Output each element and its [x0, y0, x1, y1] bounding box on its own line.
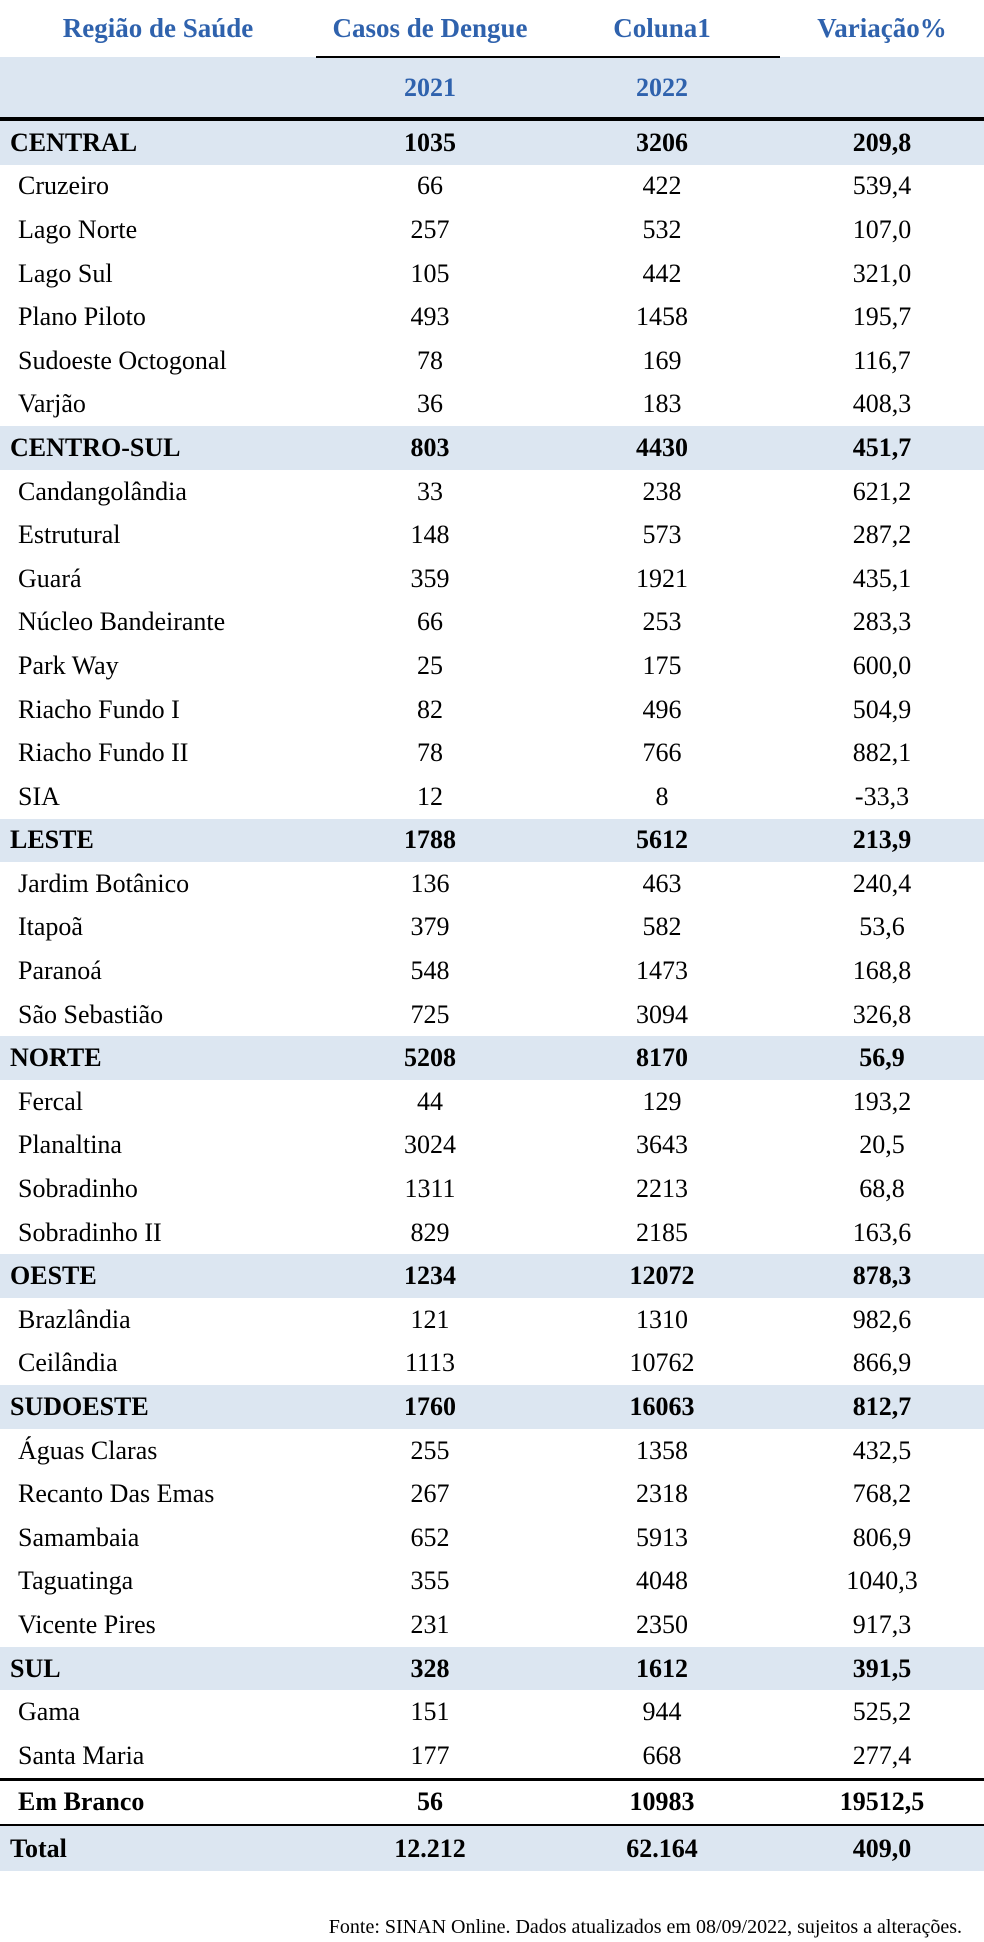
region-name-cell: Riacho Fundo I — [18, 694, 180, 724]
variation-cell: 432,5 — [852, 1435, 912, 1465]
cases-2022-cell: 62.164 — [544, 1825, 780, 1871]
group-row — [0, 426, 984, 470]
variation-cell: 812,7 — [780, 1385, 984, 1429]
total-row — [0, 1825, 984, 1871]
variation-cell: 283,3 — [852, 607, 912, 637]
cases-2021-cell: 148 — [410, 520, 450, 550]
table-row — [0, 1560, 984, 1604]
cases-2021-cell: 12.212 — [316, 1825, 544, 1871]
cases-2021-cell: 548 — [410, 956, 450, 986]
variation-cell: 621,2 — [852, 476, 912, 506]
cases-2021-cell: 105 — [410, 258, 450, 288]
cases-2021-cell: 136 — [410, 868, 450, 898]
cases-2021-cell: 231 — [410, 1609, 450, 1639]
table-row — [0, 295, 984, 339]
group-row — [0, 1036, 984, 1080]
cases-2022-cell: 253 — [642, 607, 682, 637]
variation-cell: 116,7 — [853, 345, 911, 375]
region-name-cell: Planaltina — [18, 1130, 122, 1160]
year-variation-blank — [780, 57, 984, 119]
cases-2021-cell: 1788 — [316, 819, 544, 863]
table-row — [0, 1429, 984, 1473]
region-name-cell: Jardim Botânico — [18, 868, 190, 898]
region-name-cell: Taguatinga — [18, 1566, 134, 1596]
cases-2022-cell: 1473 — [636, 956, 688, 986]
region-name-cell: CENTRO-SUL — [0, 426, 316, 470]
cases-2021-cell: 1311 — [404, 1174, 456, 1204]
cases-2021-cell: 66 — [417, 607, 443, 637]
variation-cell: 539,4 — [852, 171, 912, 201]
cases-2021-cell: 82 — [417, 694, 443, 724]
region-name-cell: CENTRAL — [0, 119, 316, 165]
variation-cell: 435,1 — [852, 563, 912, 593]
cases-2021-cell: 1113 — [404, 1348, 456, 1378]
cases-2022-cell: 16063 — [544, 1385, 780, 1429]
table-row — [0, 1167, 984, 1211]
region-name-cell: Riacho Fundo II — [18, 738, 189, 768]
cases-2021-cell: 5208 — [316, 1036, 544, 1080]
cases-2022-cell: 10762 — [629, 1348, 695, 1378]
region-name-cell: Sobradinho — [18, 1174, 138, 1204]
cases-2022-cell: 5913 — [636, 1522, 688, 1552]
region-name-cell: SUDOESTE — [0, 1385, 316, 1429]
variation-cell: 408,3 — [852, 389, 912, 419]
variation-cell: 451,7 — [780, 426, 984, 470]
group-row — [0, 819, 984, 863]
variation-cell: 806,9 — [852, 1522, 912, 1552]
cases-2022-cell: 4430 — [544, 426, 780, 470]
blank-row — [0, 1779, 984, 1825]
region-name-cell: Estrutural — [18, 520, 121, 550]
group-row — [0, 1254, 984, 1298]
region-name-cell: Candangolândia — [18, 476, 187, 506]
cases-2021-cell: 121 — [410, 1304, 450, 1334]
table-row — [0, 252, 984, 296]
cases-2021-cell: 328 — [316, 1647, 544, 1691]
region-name-cell: Samambaia — [18, 1522, 140, 1552]
table-row — [0, 1690, 984, 1734]
cases-2022-cell: 766 — [642, 738, 682, 768]
header-row — [0, 0, 984, 57]
cases-2022-cell: 129 — [642, 1086, 682, 1116]
variation-cell: 19512,5 — [780, 1779, 984, 1825]
cases-2021-cell: 359 — [410, 563, 450, 593]
group-row — [0, 119, 984, 165]
region-name-cell: Total — [0, 1825, 316, 1871]
variation-cell: 525,2 — [852, 1697, 912, 1727]
cases-2022-cell: 12072 — [544, 1254, 780, 1298]
variation-cell: 409,0 — [780, 1825, 984, 1871]
cases-2022-cell: 422 — [642, 171, 682, 201]
cases-2021-cell: 78 — [417, 345, 443, 375]
cases-2022-cell: 5612 — [544, 819, 780, 863]
variation-cell: 866,9 — [852, 1348, 912, 1378]
variation-cell: 168,8 — [852, 956, 912, 986]
cases-2021-cell: 151 — [410, 1697, 450, 1727]
cases-2021-cell: 1760 — [316, 1385, 544, 1429]
cases-2021-cell: 1234 — [316, 1254, 544, 1298]
source-note: Fonte: SINAN Online. Dados atualizados em 08/09/2022, sujeitos a alterações. — [328, 1916, 962, 1938]
region-name-cell: Cruzeiro — [18, 171, 109, 201]
region-name-cell: Brazlândia — [18, 1304, 131, 1334]
cases-2022-cell: 238 — [642, 476, 682, 506]
cases-2022-cell: 532 — [642, 214, 682, 244]
region-name-cell: Ceilândia — [18, 1348, 118, 1378]
cases-2022-cell: 668 — [642, 1740, 682, 1770]
variation-cell: 163,6 — [852, 1217, 912, 1247]
cases-2021-cell: 267 — [410, 1479, 450, 1509]
cases-2022-cell: 2350 — [636, 1609, 688, 1639]
region-name-cell: Águas Claras — [18, 1435, 158, 1465]
table-row — [0, 165, 984, 209]
group-row — [0, 1647, 984, 1691]
table-row — [0, 644, 984, 688]
region-name-cell: SUL — [0, 1647, 316, 1691]
table-row — [0, 1603, 984, 1647]
cases-2021-cell: 36 — [417, 389, 443, 419]
region-name-cell: LESTE — [0, 819, 316, 863]
variation-cell: 20,5 — [859, 1130, 905, 1160]
variation-cell: 391,5 — [780, 1647, 984, 1691]
region-name-cell: Fercal — [18, 1086, 83, 1116]
variation-cell: 878,3 — [780, 1254, 984, 1298]
cases-2022-cell: 2318 — [636, 1479, 688, 1509]
cases-2022-cell: 183 — [642, 389, 682, 419]
table-body — [0, 119, 984, 1871]
region-name-cell: Em Branco — [0, 1779, 316, 1825]
variation-cell: 240,4 — [852, 868, 912, 898]
region-name-cell: Itapoã — [18, 912, 83, 942]
table-row — [0, 470, 984, 514]
variation-cell: 53,6 — [859, 912, 905, 942]
table-row — [0, 949, 984, 993]
region-name-cell: Plano Piloto — [18, 302, 146, 332]
variation-cell: 600,0 — [852, 650, 912, 680]
table-row — [0, 862, 984, 906]
variation-cell: 195,7 — [852, 302, 912, 332]
table-row — [0, 1211, 984, 1255]
year-blank-cell — [0, 57, 316, 119]
region-name-cell: Park Way — [18, 650, 119, 680]
cases-2022-cell: 1310 — [636, 1304, 688, 1334]
cases-2021-cell: 803 — [316, 426, 544, 470]
table-row — [0, 1124, 984, 1168]
cases-2022-cell: 3643 — [636, 1130, 688, 1160]
year-2021: 2021 — [316, 57, 544, 119]
table-row — [0, 688, 984, 732]
cases-2021-cell: 177 — [410, 1740, 450, 1770]
cases-2021-cell: 56 — [316, 1779, 544, 1825]
header-region: Região de Saúde — [62, 13, 254, 43]
cases-2022-cell: 1612 — [544, 1647, 780, 1691]
region-name-cell: SIA — [18, 781, 60, 811]
cases-2022-cell: 1458 — [636, 302, 688, 332]
cases-2021-cell: 829 — [410, 1217, 450, 1247]
cases-2022-cell: 8170 — [544, 1036, 780, 1080]
cases-2022-cell: 2185 — [636, 1217, 688, 1247]
table-row — [0, 1080, 984, 1124]
variation-cell: 107,0 — [852, 214, 912, 244]
variation-cell: 213,9 — [780, 819, 984, 863]
cases-2022-cell: 1921 — [636, 563, 688, 593]
variation-cell: 193,2 — [852, 1086, 912, 1116]
cases-2021-cell: 3024 — [404, 1130, 456, 1160]
year-row — [0, 57, 984, 119]
cases-2021-cell: 725 — [410, 999, 450, 1029]
variation-cell: 321,0 — [852, 258, 912, 288]
variation-cell: 1040,3 — [846, 1566, 918, 1596]
cases-2022-cell: 169 — [642, 345, 682, 375]
cases-2021-cell: 355 — [410, 1566, 450, 1596]
table-row — [0, 1516, 984, 1560]
cases-2021-cell: 33 — [417, 476, 443, 506]
cases-2021-cell: 493 — [410, 302, 450, 332]
cases-2021-cell: 652 — [410, 1522, 450, 1552]
group-row — [0, 1385, 984, 1429]
header-cases: Casos de Dengue — [316, 0, 544, 57]
cases-2022-cell: 10983 — [544, 1779, 780, 1825]
table-row — [0, 557, 984, 601]
year-2022: 2022 — [544, 57, 780, 119]
table-row — [0, 601, 984, 645]
region-name-cell: Vicente Pires — [18, 1609, 156, 1639]
variation-cell: 209,8 — [780, 119, 984, 165]
cases-2022-cell: 175 — [642, 650, 682, 680]
region-name-cell: Recanto Das Emas — [18, 1479, 215, 1509]
variation-cell: 504,9 — [852, 694, 912, 724]
variation-cell: 277,4 — [852, 1740, 912, 1770]
cases-2022-cell: 442 — [642, 258, 682, 288]
variation-cell: 326,8 — [852, 999, 912, 1029]
cases-2021-cell: 257 — [410, 214, 450, 244]
region-name-cell: Varjão — [18, 389, 86, 419]
header-coluna1: Coluna1 — [544, 0, 780, 57]
region-name-cell: OESTE — [0, 1254, 316, 1298]
table-row — [0, 731, 984, 775]
variation-cell: 768,2 — [852, 1479, 912, 1509]
region-name-cell: NORTE — [0, 1036, 316, 1080]
variation-cell: 68,8 — [859, 1174, 905, 1204]
cases-2022-cell: 4048 — [636, 1566, 688, 1596]
cases-2022-cell: 2213 — [636, 1174, 688, 1204]
region-name-cell: Guará — [18, 563, 82, 593]
cases-2021-cell: 1035 — [316, 119, 544, 165]
table-row — [0, 208, 984, 252]
table-row — [0, 1734, 984, 1779]
table-row — [0, 993, 984, 1037]
cases-2022-cell: 582 — [642, 912, 682, 942]
header-variation: Variação% — [817, 13, 947, 43]
variation-cell: -33,3 — [854, 781, 910, 811]
cases-2021-cell: 66 — [417, 171, 443, 201]
table-row — [0, 339, 984, 383]
variation-cell: 982,6 — [852, 1304, 912, 1334]
region-name-cell: São Sebastião — [18, 999, 164, 1029]
table-row — [0, 1298, 984, 1342]
cases-2022-cell: 944 — [642, 1697, 682, 1727]
region-name-cell: Sobradinho II — [18, 1217, 162, 1247]
cases-2022-cell: 573 — [642, 520, 682, 550]
table-row — [0, 775, 984, 819]
region-name-cell: Núcleo Bandeirante — [18, 607, 226, 637]
region-name-cell: Lago Sul — [18, 258, 113, 288]
cases-2021-cell: 44 — [417, 1086, 443, 1116]
cases-2022-cell: 1358 — [636, 1435, 688, 1465]
variation-cell: 917,3 — [852, 1609, 912, 1639]
cases-2022-cell: 463 — [642, 868, 682, 898]
table-row — [0, 1472, 984, 1516]
table-row — [0, 513, 984, 557]
region-name-cell: Lago Norte — [18, 214, 138, 244]
table-row — [0, 383, 984, 427]
variation-cell: 882,1 — [852, 738, 912, 768]
cases-2021-cell: 379 — [410, 912, 450, 942]
cases-2021-cell: 12 — [417, 781, 443, 811]
region-name-cell: Santa Maria — [18, 1740, 145, 1770]
region-name-cell: Paranoá — [18, 956, 102, 986]
cases-2021-cell: 25 — [417, 650, 443, 680]
variation-cell: 287,2 — [852, 520, 912, 550]
cases-2022-cell: 3094 — [636, 999, 688, 1029]
cases-2022-cell: 8 — [655, 781, 669, 811]
cases-2022-cell: 3206 — [544, 119, 780, 165]
region-name-cell: Gama — [18, 1697, 81, 1727]
cases-2022-cell: 496 — [642, 694, 682, 724]
cases-2021-cell: 78 — [417, 738, 443, 768]
table-row — [0, 1342, 984, 1386]
cases-2021-cell: 255 — [410, 1435, 450, 1465]
variation-cell: 56,9 — [780, 1036, 984, 1080]
region-name-cell: Sudoeste Octogonal — [18, 345, 227, 375]
table-row — [0, 906, 984, 950]
